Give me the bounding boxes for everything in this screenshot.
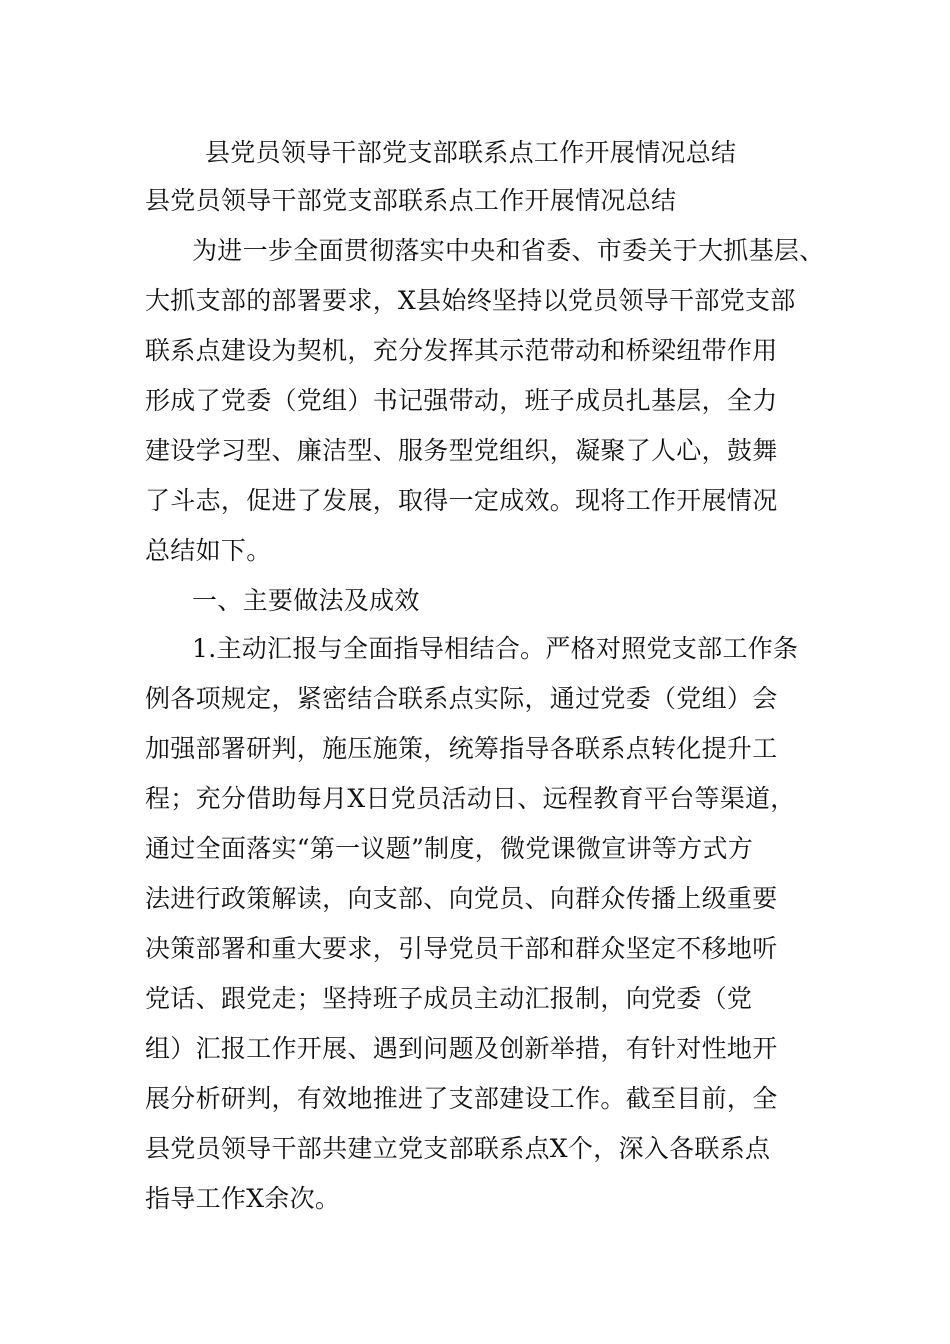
item1-line-11: 县党员领导干部共建立党支部联系点X个，深入各联系点 (145, 1134, 771, 1163)
item1-line-7: 决策部署和重大要求，引导党员干部和群众坚定不移地听 (145, 934, 778, 963)
intro-line-1: 为进一步全面贯彻落实中央和省委、市委关于大抓基层、 (192, 236, 825, 265)
document-title: 县党员领导干部党支部联系点工作开展情况总结 (205, 138, 737, 167)
item1-line-1: 1.主动汇报与全面指导相结合。严格对照党支部工作条 (192, 634, 799, 663)
item1-line-6: 法进行政策解读，向支部、向党员、向群众传播上级重要 (145, 884, 778, 913)
item1-line-3: 加强部署研判，施压施策，统筹指导各联系点转化提升工 (145, 734, 778, 763)
item1-line-4: 程；充分借助每月X日党员活动日、远程教育平台等渠道， (145, 784, 796, 813)
intro-line-5: 建设学习型、廉洁型、服务型党组织，凝聚了人心，鼓舞 (145, 436, 778, 465)
section-heading: 一、主要做法及成效 (192, 586, 420, 615)
item1-line-2: 例各项规定，紧密结合联系点实际，通过党委（党组）会 (145, 684, 778, 713)
item1-line-12: 指导工作X余次。 (145, 1184, 341, 1213)
intro-line-6: 了斗志，促进了发展，取得一定成效。现将工作开展情况 (145, 486, 778, 515)
item1-line-8: 党话、跟党走；坚持班子成员主动汇报制，向党委（党 (145, 984, 753, 1013)
item1-line-5: 通过全面落实“第一议题”制度，微党课微宣讲等方式方 (145, 834, 754, 863)
intro-line-4: 形成了党委（党组）书记强带动，班子成员扎基层，全力 (145, 386, 778, 415)
intro-line-3: 联系点建设为契机，充分发挥其示范带动和桥梁纽带作用 (145, 336, 778, 365)
item1-line-9: 组）汇报工作开展、遇到问题及创新举措，有针对性地开 (145, 1034, 778, 1063)
intro-line-7: 总结如下。 (145, 536, 272, 565)
document-subtitle: 县党员领导干部党支部联系点工作开展情况总结 (145, 186, 677, 215)
item1-line-10: 展分析研判，有效地推进了支部建设工作。截至目前，全 (145, 1084, 778, 1113)
intro-line-2: 大抓支部的部署要求，X县始终坚持以党员领导干部党支部 (145, 286, 796, 315)
